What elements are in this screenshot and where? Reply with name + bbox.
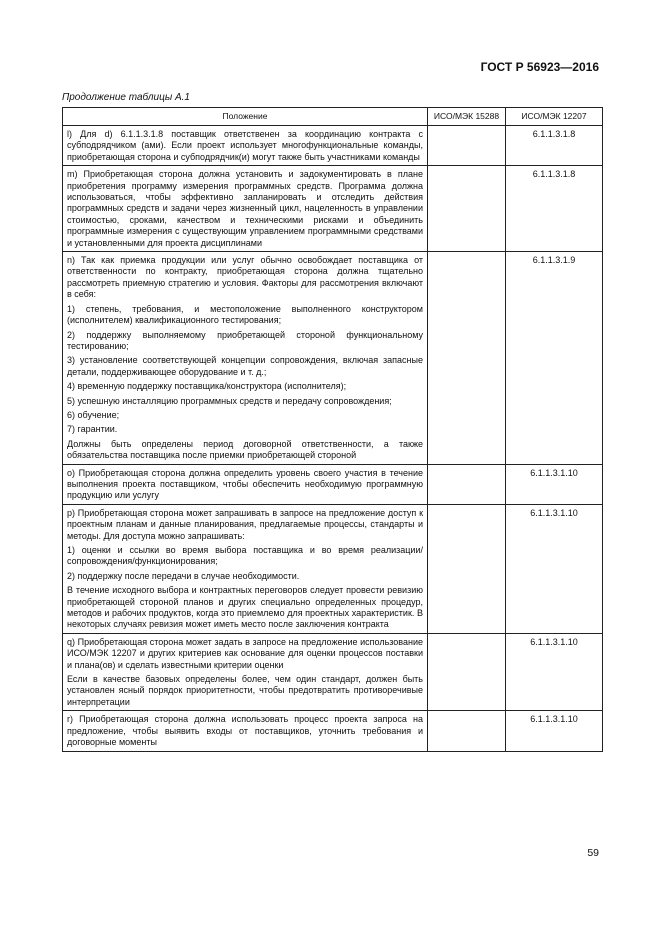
table-caption: Продолжение таблицы А.1 bbox=[62, 92, 190, 103]
iso-15288-cell bbox=[428, 711, 506, 751]
provision-cell bbox=[63, 252, 428, 465]
iso-15288-cell bbox=[428, 504, 506, 633]
page-number: 59 bbox=[587, 847, 599, 859]
iso-15288-cell bbox=[428, 464, 506, 504]
provision-cell bbox=[63, 166, 428, 252]
iso-15288-cell bbox=[428, 126, 506, 166]
standards-table bbox=[62, 107, 603, 752]
iso-12207-cell: 6.1.1.3.1.10 bbox=[506, 711, 603, 751]
provision-paragraph: 1) степень, требования, и местоположение выполненного конструктором (исполнителем) квалификационного тестирования; bbox=[67, 303, 423, 326]
column-header-iso-15288: ИСО/МЭК 15288 bbox=[428, 108, 506, 126]
iso-15288-cell bbox=[428, 166, 506, 252]
standard-code: ГОСТ Р 56923—2016 bbox=[480, 60, 599, 74]
provision-paragraph: 3) установление соответствующей концепции сопровождения, включая запасные детали, поддерживающее оборудование и т. д.; bbox=[67, 355, 423, 377]
provision-paragraph: Если в качестве базовых определены более, чем один стандарт, должен быть установлен ясный порядок приоритетности, чтобы предотвратить противоречивые интерпретации bbox=[67, 674, 423, 707]
provision-paragraph: n) Так как приемка продукции или услуг обычно освобождает поставщика от ответственности по контракту, приобретающая сторона должна тщательно рассмотреть приемную стратегию и условия. Факторы для рассмотрения включают в себя: bbox=[67, 255, 423, 300]
iso-15288-cell bbox=[428, 633, 506, 710]
provision-cell bbox=[63, 711, 428, 751]
table-row bbox=[63, 711, 603, 751]
provision-paragraph: Должны быть определены период договорной ответственности, а также обязательства поставщика после приемки приобретающей стороной bbox=[67, 438, 423, 461]
provision-paragraph: В течение исходного выбора и контрактных переговоров следует провести ревизию приобретающей стороной планов и других специально определенных процедур, методов и рабочих продуктов, когда это приемлемо для проектных характеристик. В некоторых случаях ревизия может иметь место после заключения контракта bbox=[67, 585, 423, 630]
provision-paragraph: m) Приобретающая сторона должна установить и задокументировать в плане приобретения программу измерения программных средств. Программа должна использоваться, чтобы эффективно запланировать и отследить действия программных средств и задачи через жизненный цикл, нацеленность в управлении стоимостью, сроками, качеством и техническими рисками и объединить программные измерения с существующим управлением программными средствами и установленными для проекта дисциплинами bbox=[67, 169, 423, 248]
table-row bbox=[63, 633, 603, 710]
column-header-iso-12207: ИСО/МЭК 12207 bbox=[506, 108, 603, 126]
provision-paragraph: 2) поддержку после передачи в случае необходимости. bbox=[67, 570, 300, 581]
table-row bbox=[63, 166, 603, 252]
table-body bbox=[63, 126, 603, 752]
provision-paragraph: 2) поддержку выполняемому приобретающей стороной функциональному тестированию; bbox=[67, 329, 423, 351]
iso-12207-cell: 6.1.1.3.1.9 bbox=[506, 252, 603, 465]
provision-paragraph: 1) оценки и ссылки во время выбора поставщика и во время реализации/сопровождения/функционирования; bbox=[67, 545, 423, 567]
table-row bbox=[63, 252, 603, 465]
provision-cell bbox=[63, 633, 428, 710]
provision-paragraph: 7) гарантии. bbox=[67, 424, 118, 435]
provision-paragraph: q) Приобретающая сторона может задать в запросе на предложение использование ИСО/МЭК 12207 и других критериев как основание для оценки процессов поставки и плана(ов) и сделать известными критерии оценки bbox=[67, 636, 423, 670]
iso-12207-cell: 6.1.1.3.1.10 bbox=[506, 504, 603, 633]
iso-15288-cell bbox=[428, 252, 506, 465]
provision-cell bbox=[63, 504, 428, 633]
iso-12207-cell: 6.1.1.3.1.10 bbox=[506, 633, 603, 710]
iso-12207-cell: 6.1.1.3.1.8 bbox=[506, 126, 603, 166]
provision-paragraph: 5) успешную инсталляцию программных средств и передачу сопровождения; bbox=[67, 395, 392, 406]
provision-paragraph: r) Приобретающая сторона должна использовать процесс проекта запроса на предложение, чтобы выявить входы от поставщиков, уточнить требования и договорные моменты bbox=[67, 714, 423, 748]
provision-paragraph: o) Приобретающая сторона должна определить уровень своего участия в течение выполнения проекта поставщиком, чтобы обеспечить необходимую программную продукцию или услугу bbox=[67, 467, 423, 501]
iso-12207-cell: 6.1.1.3.1.10 bbox=[506, 464, 603, 504]
column-header-provision: Положение bbox=[63, 108, 428, 126]
provision-paragraph: 6) обучение; bbox=[67, 409, 120, 420]
provision-paragraph: l) Для d) 6.1.1.3.1.8 поставщик ответственен за координацию контракта с субподрядчиком (ами). Если проект использует многофункциональные команды, приобретающая сторона и субподрядчик(и) могут также быть участниками команды bbox=[67, 129, 423, 162]
table-row bbox=[63, 126, 603, 166]
table-row bbox=[63, 504, 603, 633]
iso-12207-cell: 6.1.1.3.1.8 bbox=[506, 166, 603, 252]
provision-cell bbox=[63, 464, 428, 504]
provision-paragraph: 4) временную поддержку поставщика/конструктора (исполнителя); bbox=[67, 381, 347, 392]
table-header-row bbox=[63, 108, 603, 126]
provision-paragraph: p) Приобретающая сторона может запрашивать в запросе на предложение доступ к проектным планам и данные планирования, предлагаемые процессы, стандарты и методы. Для доступа можно запрашивать: bbox=[67, 507, 423, 541]
table-row bbox=[63, 464, 603, 504]
provision-cell bbox=[63, 126, 428, 166]
